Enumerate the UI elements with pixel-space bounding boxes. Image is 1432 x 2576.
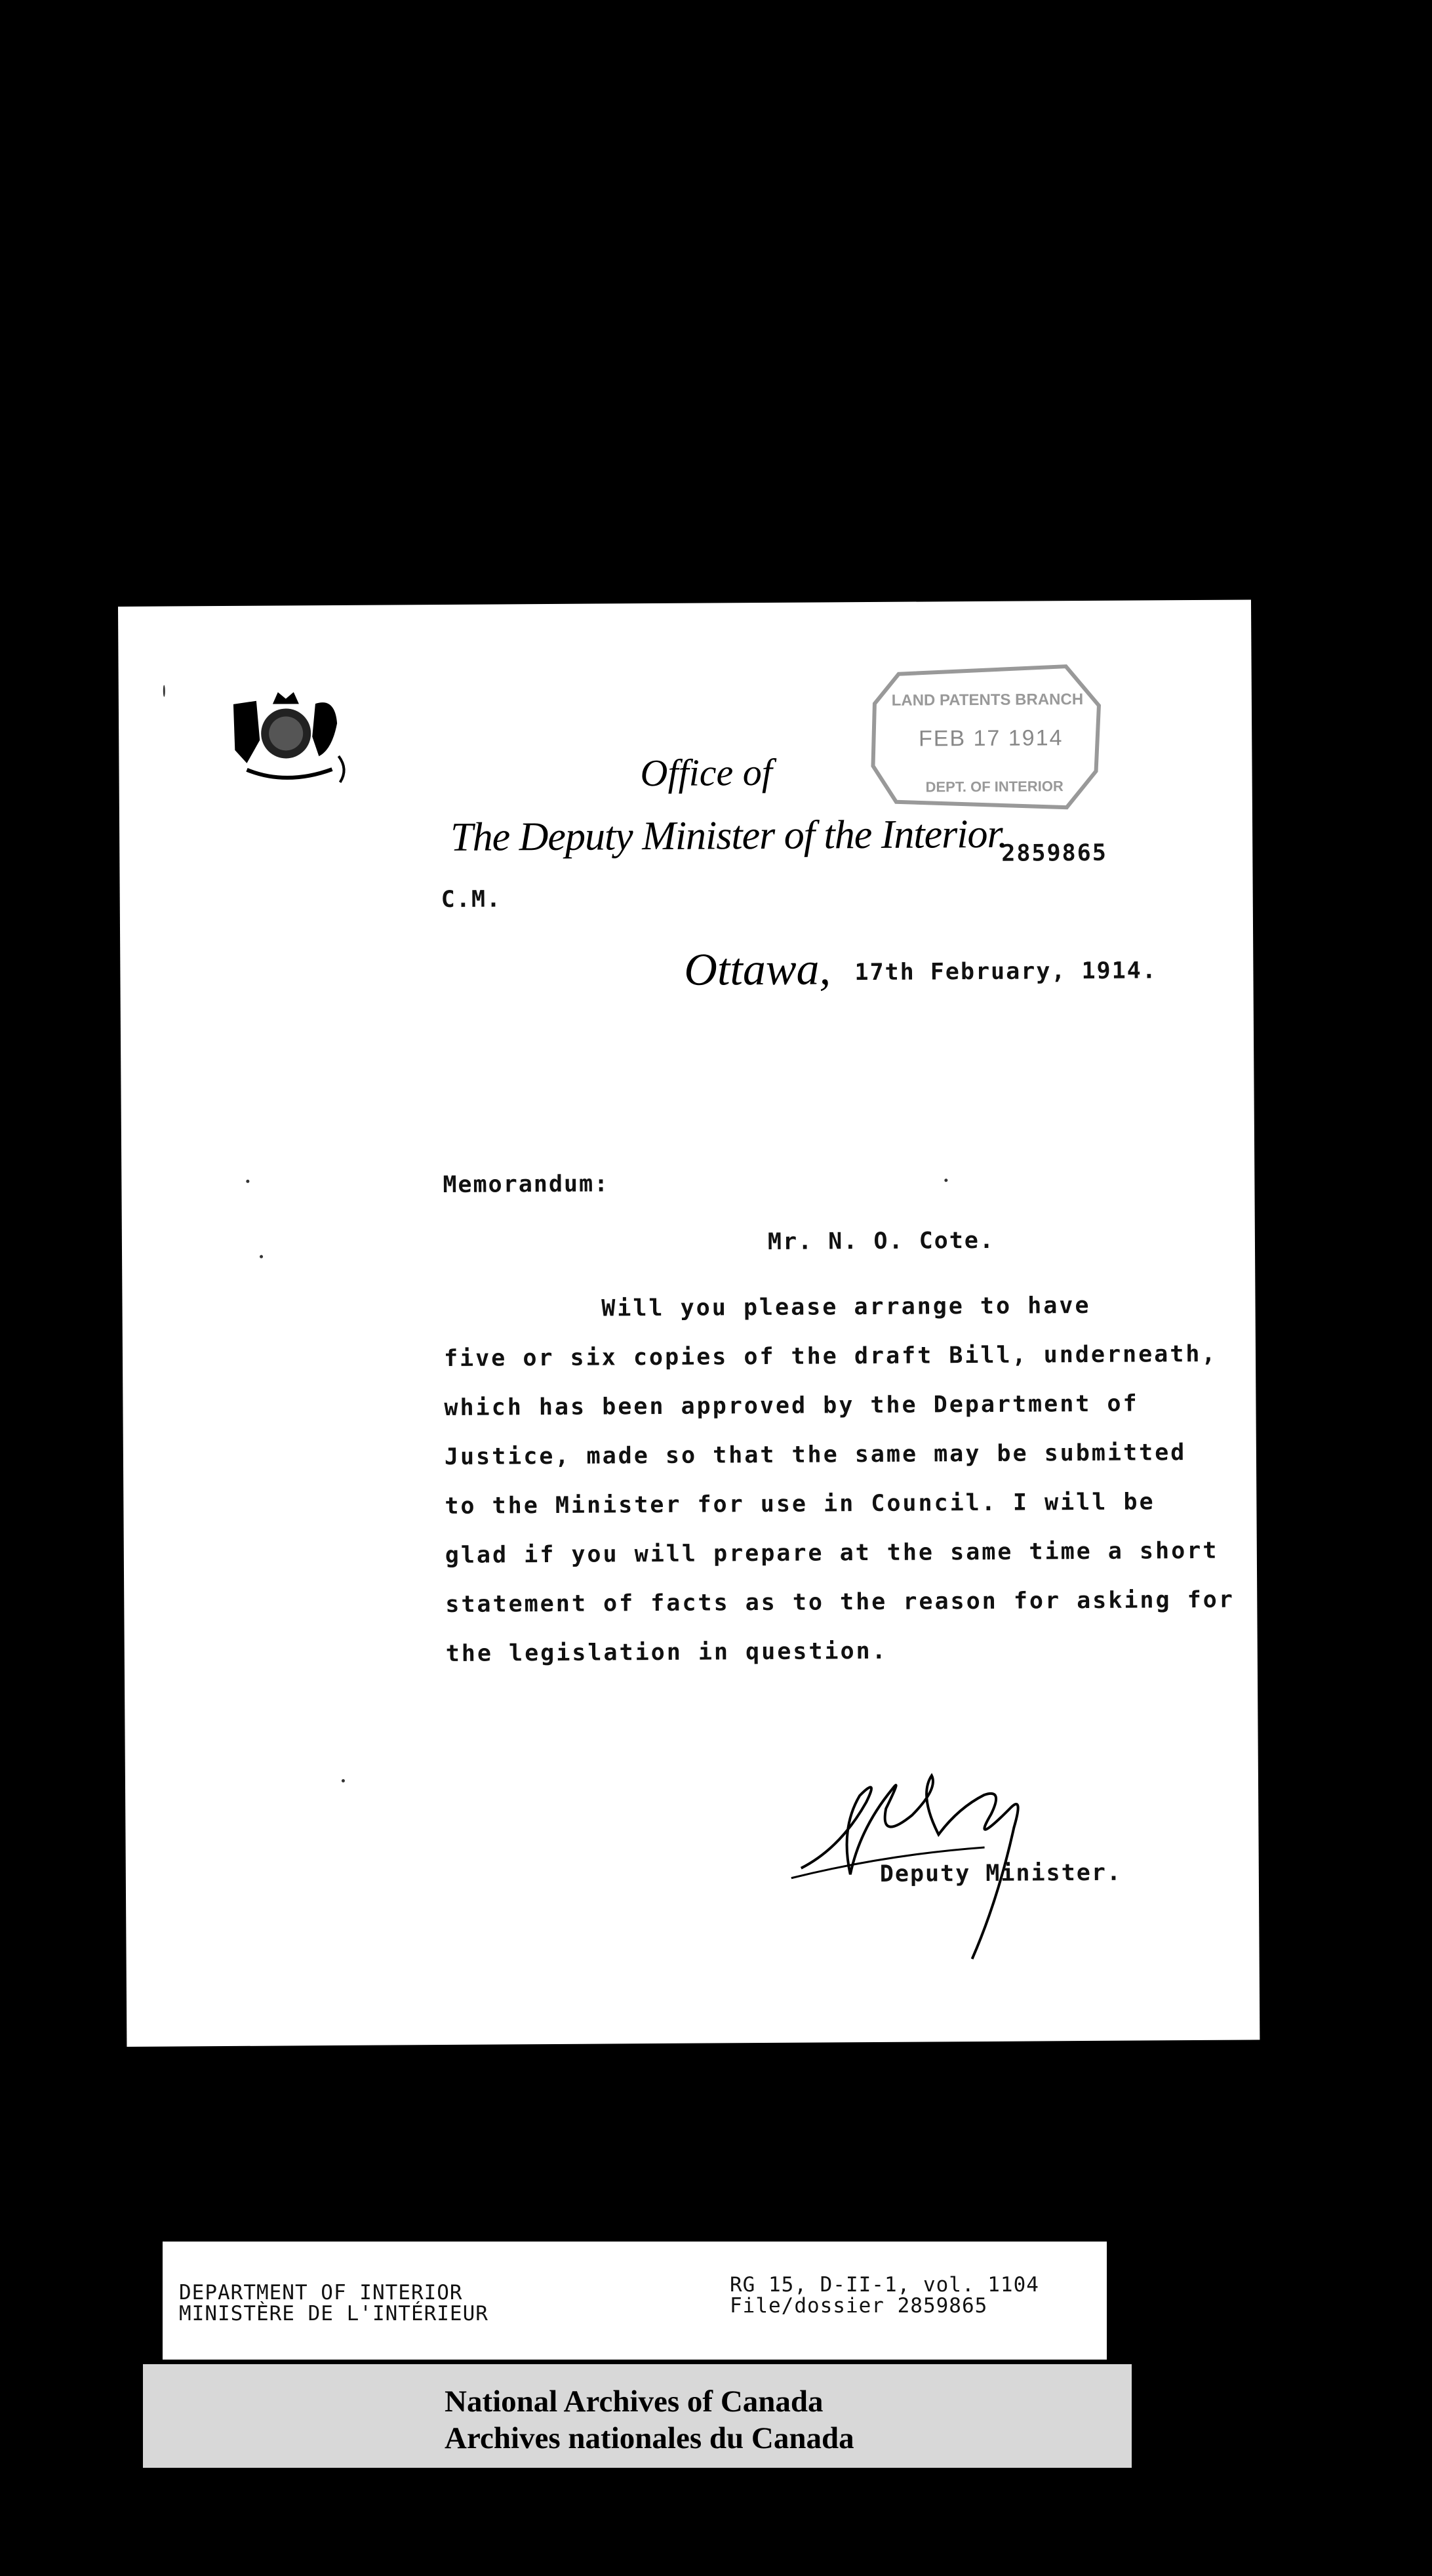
letter-sheet xyxy=(118,599,1260,2047)
letterhead-office: Office of xyxy=(640,750,773,795)
body-line: to the Minister for use in Council. I will be xyxy=(445,1489,1155,1519)
handwritten-signature xyxy=(787,1735,1090,1967)
speck xyxy=(163,685,165,697)
department-fr: MINISTÈRE DE L'INTÉRIEUR xyxy=(179,2302,488,2325)
place: Ottawa, xyxy=(684,944,831,996)
letter-date: 17th February, 1914. xyxy=(854,957,1157,986)
stamp-bottom-text: DEPT. OF INTERIOR xyxy=(925,778,1064,795)
signature-title: Deputy Minister. xyxy=(879,1859,1123,1887)
body-line: which has been approved by the Department of xyxy=(444,1390,1139,1421)
letterhead-title: The Deputy Minister of the Interior. xyxy=(450,811,1008,860)
archive-reference-label xyxy=(161,2240,1109,2362)
speck xyxy=(260,1255,263,1258)
speck xyxy=(246,1180,249,1183)
body-line: glad if you will prepare at the same time a short xyxy=(445,1537,1219,1569)
body-line: Will you please arrange to have xyxy=(443,1292,1091,1323)
department-en: DEPARTMENT OF INTERIOR xyxy=(179,2281,463,2304)
body-line: the legislation in question. xyxy=(445,1638,888,1667)
body-line: statement of facts as to the reason for asking for xyxy=(445,1586,1235,1618)
archives-name-fr: Archives nationales du Canada xyxy=(445,2421,854,2455)
file-dossier: File/dossier 2859865 xyxy=(730,2294,988,2318)
coat-of-arms-icon xyxy=(220,677,352,790)
stamp-top-text: LAND PATENTS BRANCH xyxy=(891,691,1084,710)
body-line: five or six copies of the draft Bill, underneath, xyxy=(443,1340,1218,1372)
initials: C.M. xyxy=(441,886,502,913)
archives-banner xyxy=(143,2364,1132,2468)
body-line: Justice, made so that the same may be submitted xyxy=(444,1439,1187,1470)
record-group-reference: RG 15, D-II-1, vol. 1104 xyxy=(730,2273,1039,2297)
speck xyxy=(944,1178,947,1182)
stamp-date: FEB 17 1914 xyxy=(918,725,1064,752)
file-number: 2859865 xyxy=(1001,839,1107,867)
speck xyxy=(342,1779,345,1782)
salutation: Memorandum: xyxy=(443,1171,610,1198)
addressee: Mr. N. O. Cote. xyxy=(767,1227,995,1255)
archives-name-en: National Archives of Canada xyxy=(445,2385,824,2419)
